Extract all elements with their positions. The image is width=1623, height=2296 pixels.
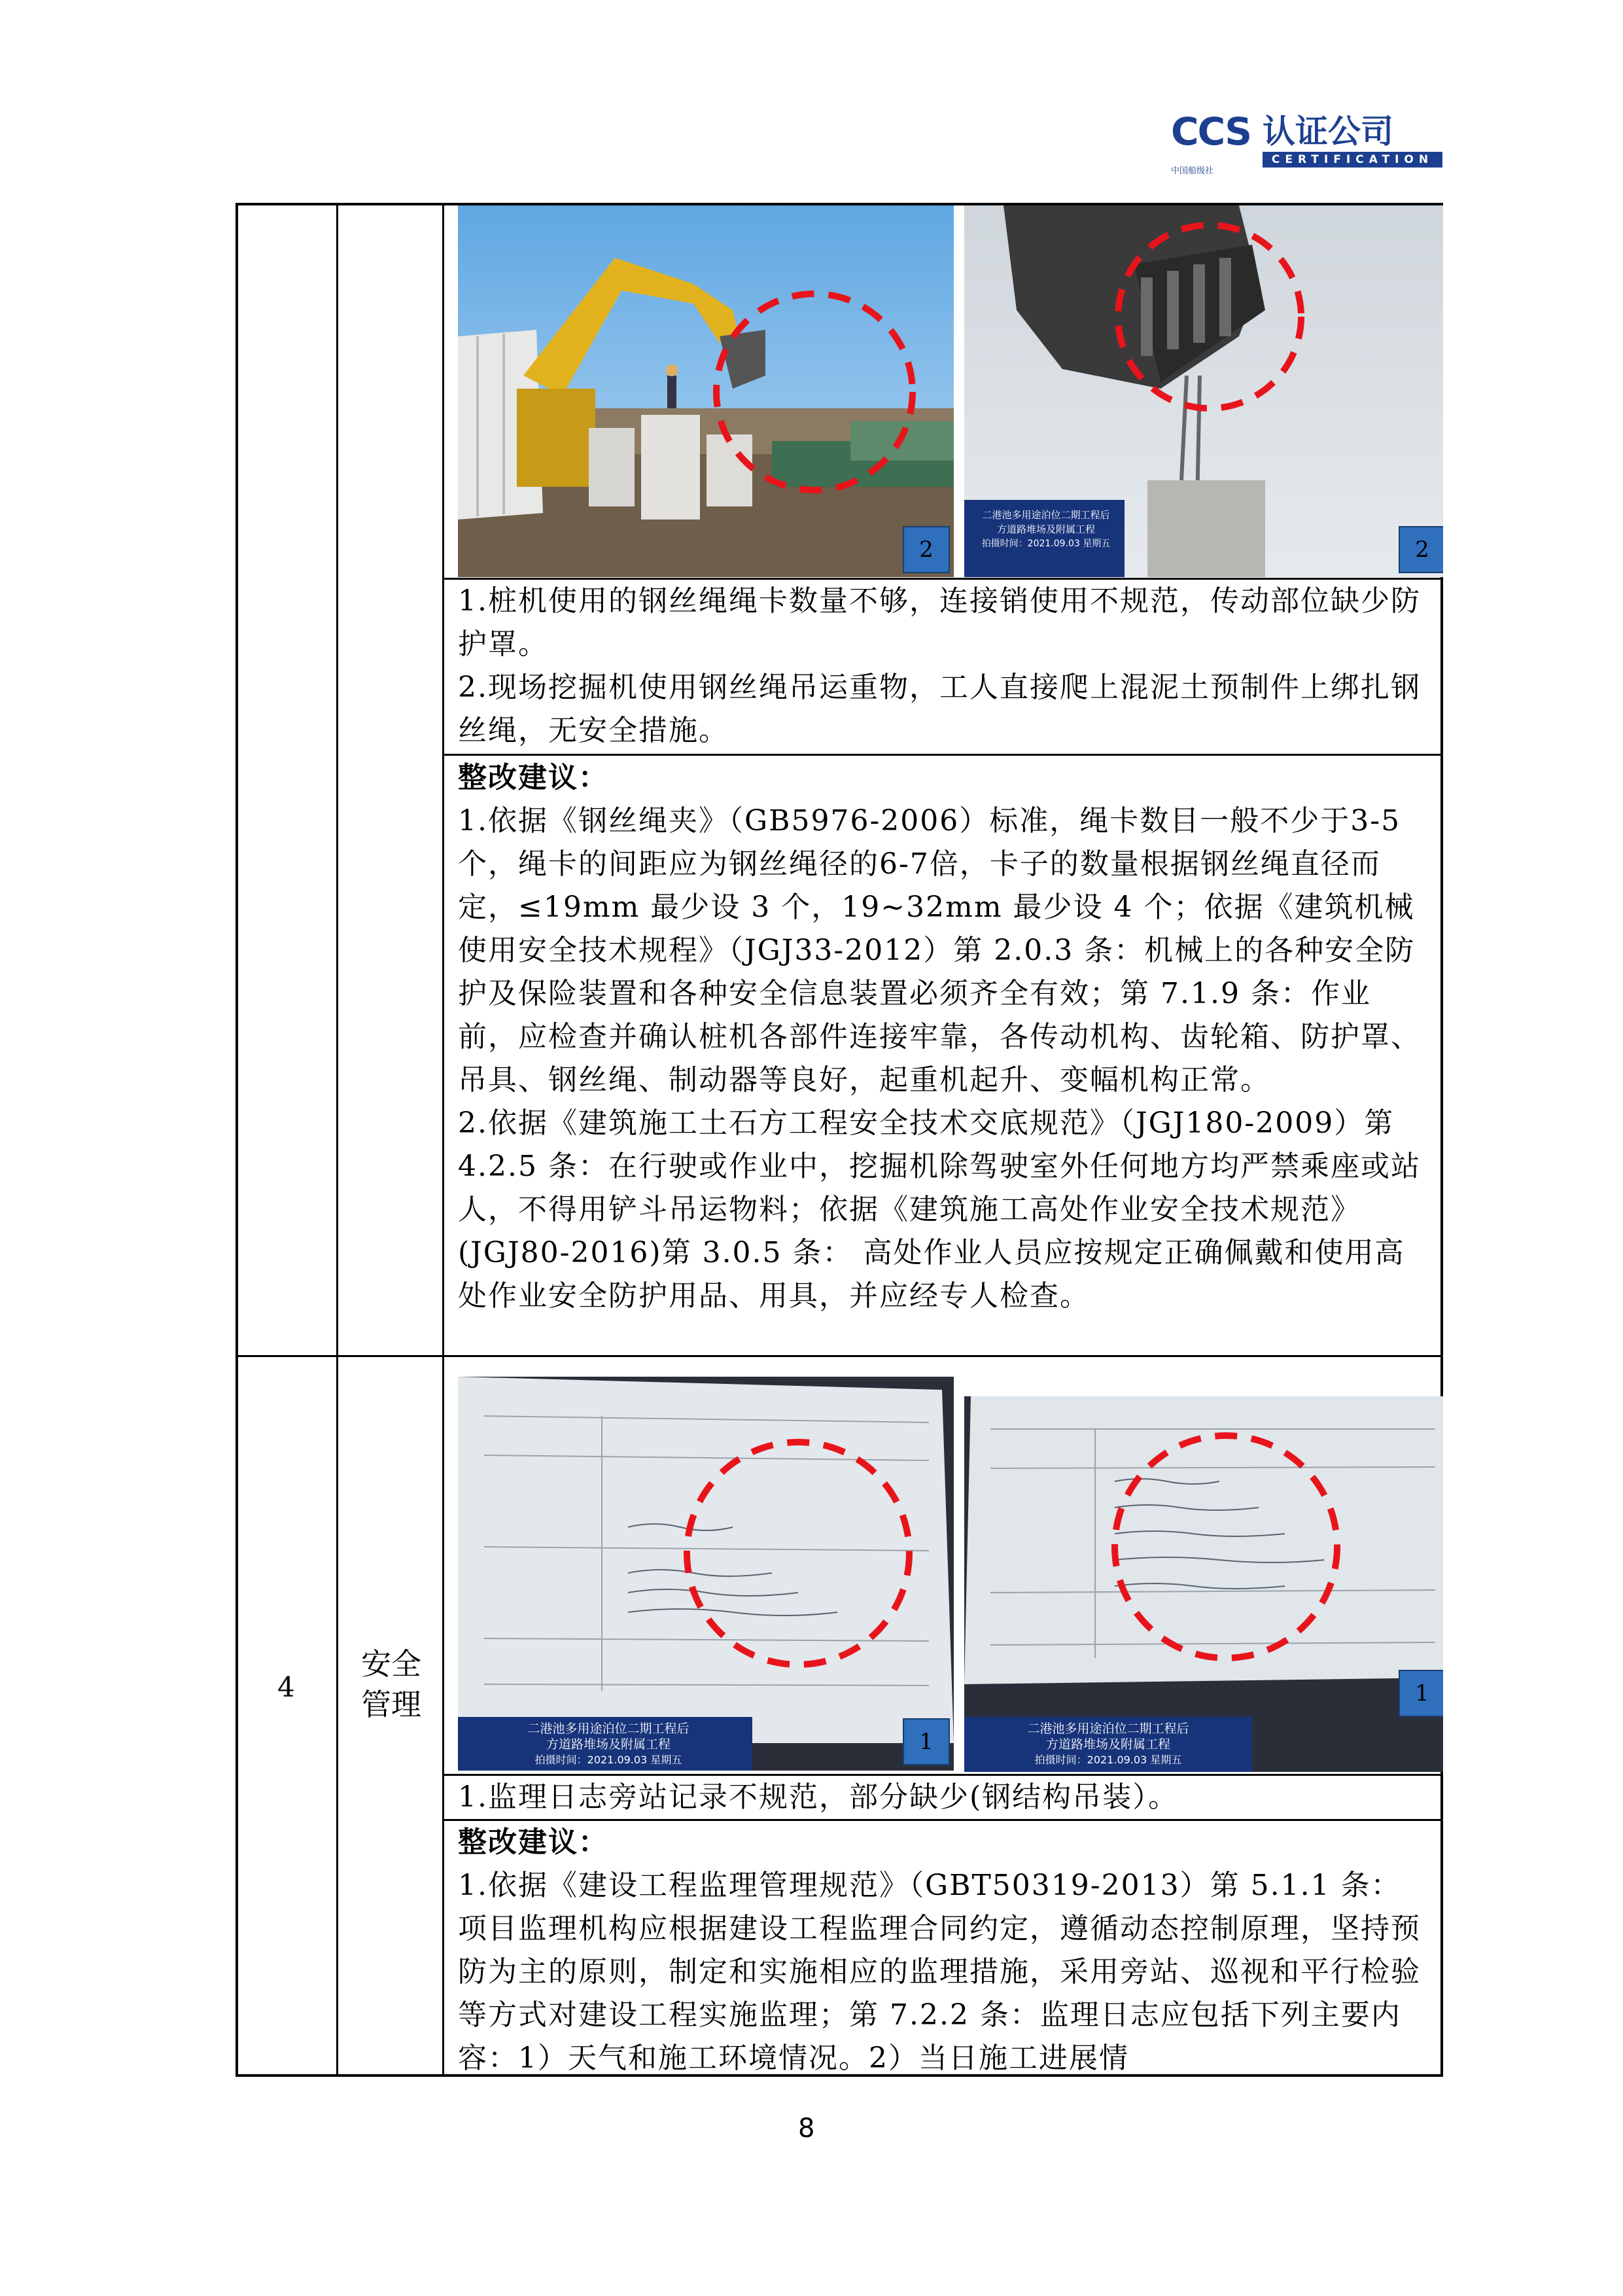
suggestion-title: 整改建议： (458, 1826, 608, 1859)
photo-caption-line1: 二港池多用途泊位二期工程后 (527, 1722, 689, 1736)
suggestion-title: 整改建议： (458, 761, 608, 794)
row-boundary (238, 1355, 1443, 1357)
ccs-logo (1171, 109, 1446, 176)
suggestion-item: 1.依据《钢丝绳夹》（GB5976-2006）标准，绳卡数目一般不少于3-5个，绳卡的间距应为钢丝绳径的6-7倍，卡子的数量根据钢丝绳直径而定，≤19mm 最少设 3 个，19~32mm 最少设 4 个；依据《建筑机械使用安全技术规程》（JGJ33-2012）第 2.0.3 条：机械上的各种安全防护及保险装置和各种安全信息装置必须齐全有效；第 7.1.9 条：作业前，应检查并确认桩机各部件连接牢靠，各传动机构、齿轮箱、防护罩、吊具、钢丝绳、制动器等良好，起重机起升、变幅机构正常。 (458, 804, 1421, 1097)
bucket-photo (964, 205, 1443, 577)
category-label (352, 1644, 430, 1725)
problem-item: 2.现场挖掘机使用钢丝绳吊运重物，工人直接爬上混泥土预制件上绑扎钢丝绳，无安全措施。 (458, 671, 1421, 747)
inspection-table (236, 203, 1443, 2077)
photo-timestamp: 拍摄时间：2021.09.03 星期五 (981, 539, 1111, 549)
rectification-suggestions (458, 756, 1430, 1318)
suggestion-item: 1.依据《建设工程监理管理规范》（GBT50319-2013）第 5.1.1 条：项目监理机构应根据建设工程监理合同约定，遵循动态控制原理，坚持预防为主的原则，制定和实施相应的监理措施，采用旁站、巡视和平行检验等方式对建设工程实施监理；第 7.2.2 条：监理日志应包括下列主要内容：1）天气和施工环境情况。2）当日施工进展情 (458, 1869, 1421, 2075)
row-divider (442, 754, 1443, 756)
photo-number-badge: 1 (1399, 1670, 1443, 1717)
excavator-photo (458, 205, 954, 577)
category-line: 管理 (361, 1687, 421, 1722)
photo-number-badge: 1 (903, 1718, 950, 1765)
problem-item: 1.桩机使用的钢丝绳绳卡数量不够，连接销使用不规范，传动部位缺少防护罩。 (458, 584, 1421, 661)
col-divider-2 (442, 205, 444, 2077)
logo-ccs-text: CCS (1171, 109, 1251, 154)
page-number: 8 (798, 2113, 815, 2144)
photo-caption-line1: 二港池多用途泊位二期工程后 (982, 509, 1110, 521)
row-number: 4 (277, 1671, 295, 1703)
photo-timestamp: 拍摄时间：2021.09.03 星期五 (1034, 1754, 1182, 1766)
logo-small-cn: 中国船级社 (1171, 166, 1214, 176)
photo-timestamp: 拍摄时间：2021.09.03 星期五 (534, 1754, 682, 1766)
category-line: 安全 (361, 1646, 421, 1682)
problem-description (458, 580, 1430, 752)
problem-item: 1.监理日志旁站记录不规范，部分缺少(钢结构吊装）。 (458, 1780, 1179, 1814)
photo-caption-line1: 二港池多用途泊位二期工程后 (1027, 1722, 1189, 1736)
photo-caption-line2: 方道路堆场及附属工程 (1045, 1737, 1170, 1752)
col-divider-1 (336, 205, 338, 2077)
supervision-log-photo (458, 1377, 954, 1771)
supervision-log-photo (964, 1396, 1443, 1772)
photo-number-badge: 2 (903, 526, 950, 573)
photo-caption-line2: 方道路堆场及附属工程 (546, 1737, 671, 1752)
photo-number-badge: 2 (1399, 526, 1443, 573)
logo-company-name: 认证公司 (1263, 113, 1393, 150)
rectification-suggestions (458, 1821, 1430, 2075)
logo-certification: CERTIFICATION (1263, 152, 1442, 168)
photo-caption-line2: 方道路堆场及附属工程 (996, 523, 1095, 535)
suggestion-item: 2.依据《建筑施工土石方工程安全技术交底规范》（JGJ180-2009）第 4.2.5 条：在行驶或作业中，挖掘机除驾驶室外任何地方均严禁乘座或站人，不得用铲斗吊运物料；依据《建筑施工高处作业安全技术规范》(JGJ80-2016)第 3.0.5 条： 高处作业人员应按规定正确佩戴和使用高处作业安全防护用品、用具，并应经专人检查。 (458, 1106, 1421, 1313)
problem-description (458, 1776, 1430, 1819)
